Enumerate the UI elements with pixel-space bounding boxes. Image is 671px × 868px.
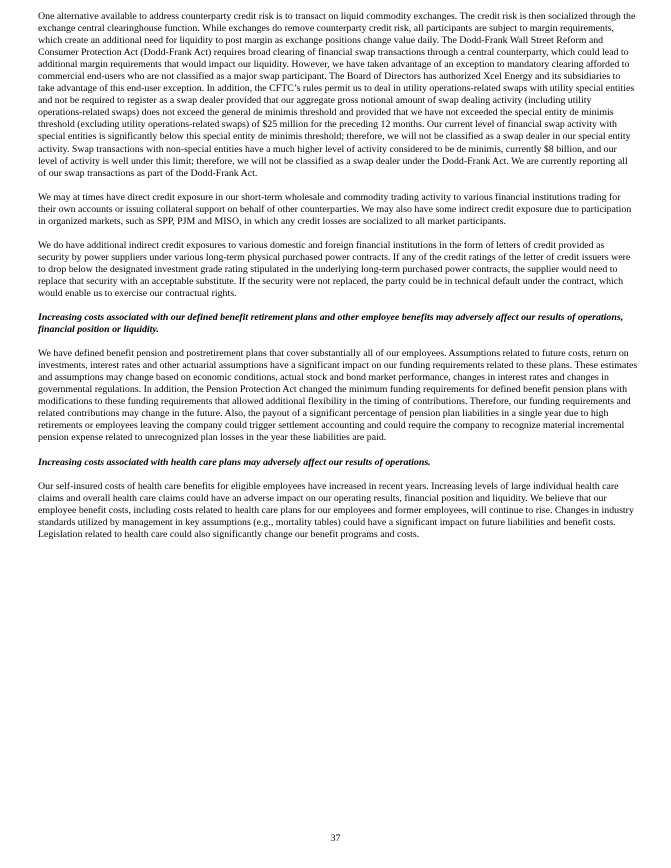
heading-retirement-plan-costs: Increasing costs associated with our defined benefit retirement plans and other employee benefits may adversely affect our results of operations, financial position or liquidity. [38,312,624,336]
paragraph-pension-plans: We have defined benefit pension and postretirement plans that cover substantially all of our employees. Assumptions related to future costs, return on investments, interest rates and other actuarial assumptions have a significant impact on our funding requirements related to these plans. These estimates and assumptions may change based on economic conditions, actual stock and bond market performance, changes in interest rates and changes in governmental regulations. In addition, the Pension Protection Act changed the minimum funding requirements for defined benefit pension plans with modifications to these funding requirements that allowed additional flexibility in the timing of contributions. Therefore, our funding requirements and related contributions may change in the future. Also, the payout of a significant percentage of pension plan liabilities in a single year due to high retirements or employees leaving the company could trigger settlement accounting and could require the company to recognize material incremental pension expense related to unrecognized plan losses in the year these liabilities are paid. [38,348,638,444]
document-page [38,11,638,553]
heading-health-care-costs: Increasing costs associated with health care plans may adversely affect our results of operations. [38,456,431,468]
paragraph-indirect-credit-exposure: We do have additional indirect credit exposures to various domestic and foreign financial institutions in the form of letters of credit provided as security by power suppliers under various long-term physical purchased power contracts. If any of the credit ratings of the letter of credit issuers were to drop below the designated investment grade rating stipulated in the underlying long-term purchased power contracts, the supplier would need to replace that security with an acceptable substitute. If the security were not replaced, the party could be in technical default under the contract, which would enable us to exercise our contractual rights. [38,239,631,299]
paragraph-direct-credit-exposure: We may at times have direct credit exposure in our short-term wholesale and commodity trading activity to various financial institutions trading for their own accounts or issuing collateral support on behalf of other counterparties. We may also have some indirect credit exposure due to participation in organized markets, such as SPP, PJM and MISO, in which any credit losses are socialized to all market participants. [38,191,632,227]
paragraph-health-care-benefits: Our self-insured costs of health care benefits for eligible employees have increased in recent years. Increasing levels of large individual health care claims and overall health care claims could have an adverse impact on our operating results, financial position and liquidity. We believe that our employee benefit costs, including costs related to health care plans for our employees and former employees, will continue to rise. Changes in industry standards utilized by management in key assumptions (e.g., mortality tables) could have a significant impact on future liabilities and benefit costs. Legislation related to health care could also significantly change our benefit programs and costs. [38,480,634,540]
paragraph-counterparty-credit-risk: One alternative available to address counterparty credit risk is to transact on liquid commodity exchanges. The credit risk is then socialized through the exchange central clearinghouse function. While exchanges do remove counterparty credit risk, all participants are subject to margin requirements, which create an additional need for liquidity to post margin as exchange positions change value daily. The Dodd-Frank Wall Street Reform and Consumer Protection Act (Dodd-Frank Act) requires broad clearing of financial swap transactions through a central counterparty, which could lead to additional margin requirements that would impact our liquidity. However, we have taken advantage of an exception to mandatory clearing afforded to commercial end-users who are not classified as a major swap participant. The Board of Directors has authorized Xcel Energy and its subsidiaries to take advantage of this end-user exception. In addition, the CFTC’s rules permit us to deal in utility operations-related swaps with utility special entities and not be required to register as a swap dealer provided that our aggregate gross notional amount of swap dealing activity (including utility operations-related swaps) does not exceed the general de minimis threshold and provided that we have not exceeded the special entity de minimis threshold (excluding utility operations-related swaps) of $25 million for the preceding 12 months. Our current level of financial swap activity with special entities is significantly below this special entity de minimis threshold; therefore, we will not be classified as a swap dealer in our special entity activity. Swap transactions with non-special entities have a much higher level of activity considered to be de minimis, currently $8 billion, and our level of activity is well under this limit; therefore, we will not be classified as a swap dealer under the Dodd-Frank Act. We are currently reporting all of our swap transactions as part of the Dodd-Frank Act. [38,11,636,179]
page-number: 37 [330,833,341,844]
